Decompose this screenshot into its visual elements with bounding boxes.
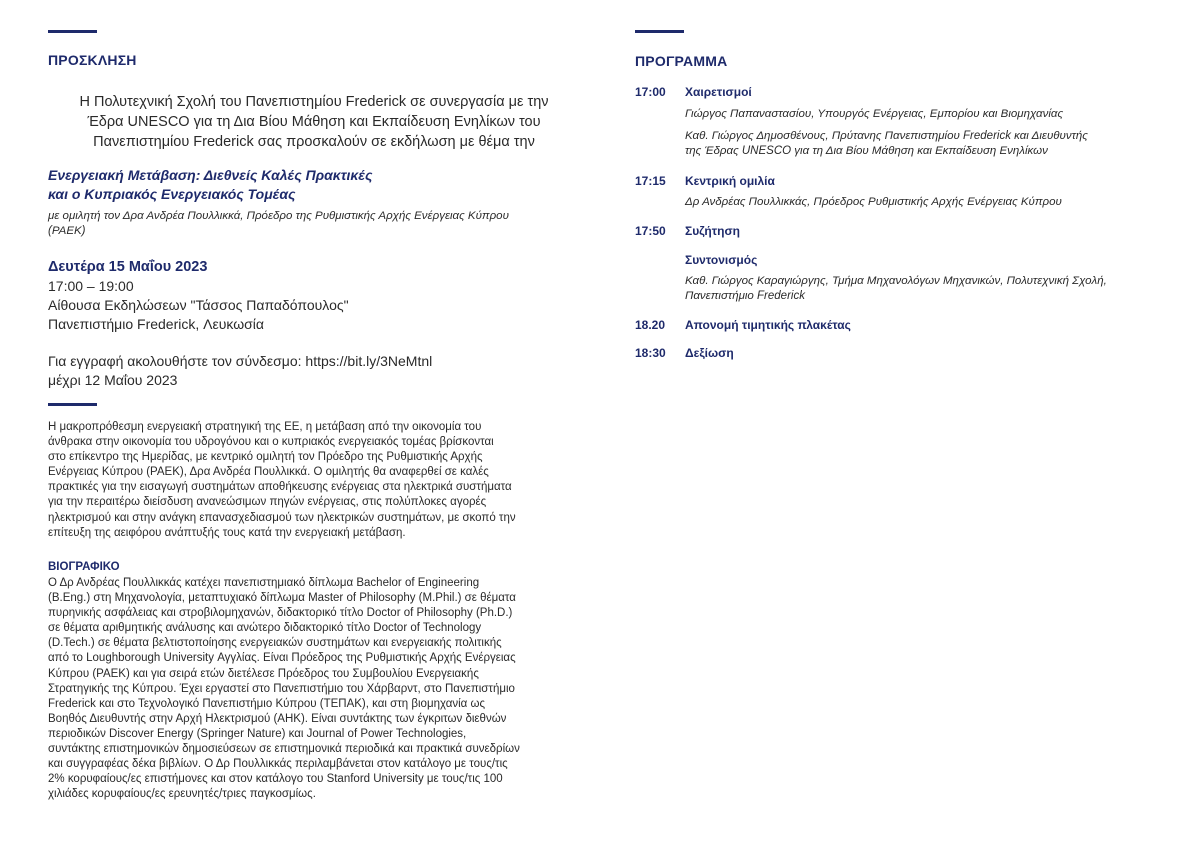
event-title-line: Ενεργειακή Μετάβαση: Διεθνείς Καλές Πρακτικές (48, 167, 373, 183)
programme-label: Δεξίωση (685, 346, 734, 360)
bio-line: περιοδικών Discover Energy (Springer Nature) και Journal of Power Technologies, (48, 727, 467, 740)
intro-line: Έδρα UNESCO για τη Δια Βίου Μάθηση και Εκπαίδευση Ενηλίκων του (87, 114, 541, 130)
programme-time: 17:00 (635, 85, 666, 99)
programme-time: 18:30 (635, 346, 666, 360)
programme-label: Συζήτηση (685, 224, 740, 238)
bio-heading: ΒΙΟΓΡΑΦΙΚΟ (48, 561, 120, 573)
event-venue: Αίθουσα Εκδηλώσεων "Τάσσος Παπαδόπουλος" (48, 297, 349, 313)
programme-time: 17:50 (635, 224, 666, 238)
programme-note: Γιώργος Παπαναστασίου, Υπουργός Ενέργειας, Εμπορίου και Βιομηχανίας (685, 108, 1064, 120)
intro-line: Η Πολυτεχνική Σχολή του Πανεπιστημίου Frederick σε συνεργασία με την (79, 94, 549, 110)
programme-note: Δρ Ανδρέας Πουλλικκάς, Πρόεδρος Ρυθμιστικής Αρχής Ενέργειας Κύπρου (685, 196, 1062, 208)
programme-time: 18.20 (635, 318, 666, 332)
event-date: Δευτέρα 15 Μαΐου 2023 (48, 259, 208, 275)
programme-heading: ΠΡΟΓΡΑΜΜΑ (635, 53, 728, 69)
bio-line: σε θέματα αριθμητικής ανάλυσης και ανώτερο διδακτορικό τίτλο Doctor of Technology (48, 622, 482, 635)
event-time: 17:00 – 19:00 (48, 278, 134, 294)
invitation-heading: ΠΡΟΣΚΛΗΣΗ (48, 52, 137, 68)
event-description (48, 420, 580, 541)
description-line: Η μακροπρόθεσμη ενεργειακή στρατηγική της ΕΕ, η μετάβαση από την οικονομία του (48, 421, 482, 433)
programme-note: Καθ. Γιώργος Δημοσθένους, Πρύτανης Πανεπιστημίου Frederick και Διευθυντής (685, 130, 1088, 142)
bio-line: (D.Tech.) σε θέματα βελτιστοποίησης ενεργειακών συστημάτων και ενεργειακής πολιτικής (48, 637, 502, 650)
programme-time: 17:15 (635, 174, 666, 188)
speaker-line: με ομιλητή τον Δρα Ανδρέα Πουλλικκά, Πρόεδρο της Ρυθμιστικής Αρχής Ενέργειας Κύπρου (48, 210, 509, 222)
speaker-line: (ΡΑΕΚ) (48, 225, 86, 237)
bio-line: Βοηθός Διευθυντής στην Αρχή Ηλεκτρισμού (ΑΗΚ). Είναι συντάκτης των έγκριτων διεθνών (48, 712, 507, 725)
bio-line: (B.Eng.) στη Μηχανολογία, μεταπτυχιακό δίπλωμα Master of Philosophy (M.Phil.) σε θέματα (48, 592, 516, 605)
description-line: για την περαιτέρω διείσδυση ανανεώσιμων πηγών ενέργειας, στις πολύπλοκες αγορές (48, 496, 487, 509)
bio-line: Κύπρου (ΡΑΕΚ) και για σειρά ετών διετέλεσε Πρόεδρος του Συμβουλίου Ενεργειακής (48, 667, 479, 680)
registration-link[interactable]: Για εγγραφή ακολουθήστε τον σύνδεσμο: https://bit.ly/3NeMtnl (48, 353, 433, 369)
speaker-info (48, 209, 580, 239)
bio-line: πυρηνικής ασφάλειας και στροβιλομηχανών, διδακτορικό τίτλο Doctor of Philosophy (Ph.D.) (48, 607, 513, 620)
programme-note: Καθ. Γιώργος Καραγιώργης, Τμήμα Μηχανολόγων Μηχανικών, Πολυτεχνική Σχολή, (685, 275, 1107, 287)
bio-line: από το Loughborough University Αγγλίας. Είναι Πρόεδρος της Ρυθμιστικής Αρχής Ενέργειας (48, 652, 516, 665)
bio-line: Frederick και στο Τεχνολογικό Πανεπιστήμιο Κύπρου (ΤΕΠΑΚ), και στη βιομηχανία ως (48, 697, 486, 710)
description-line: ηλεκτρισμού και στην ανάγκη επανασχεδιασμού των ηλεκτρικών συστημάτων, με σκοπό την (48, 511, 516, 524)
programme-label: Συντονισμός (685, 253, 758, 267)
description-line: πρακτικές για την εισαγωγή συστημάτων αποθήκευσης ενέργειας στα ηλεκτρικά συστήματα (48, 481, 512, 494)
intro-line: Πανεπιστημίου Frederick σας προσκαλούν σε εκδήλωση με θέμα την (93, 134, 535, 150)
registration-deadline: μέχρι 12 Μαΐου 2023 (48, 372, 178, 388)
bio-line: και συγγραφέας δέκα βιβλίων. Ο Δρ Πουλλικκάς περιλαμβάνεται στον κατάλογο με τους/τις (48, 758, 508, 771)
middle-rule (48, 403, 97, 406)
top-rule-left (48, 30, 97, 33)
registration-info (48, 352, 432, 390)
description-line: στο επίκεντρο της Ημερίδας, με κεντρικό ομιλητή τον Πρόεδρο της Ρυθμιστικής Αρχής (48, 451, 483, 464)
programme-label: Απονομή τιμητικής πλακέτας (685, 318, 851, 332)
description-line: άνθρακα στην οικονομία του υδρογόνου και ο κυπριακός ενεργειακός τομέας βρίσκονται (48, 436, 494, 449)
bio-line: χιλιάδες κορυφαίους/ες ερευνητές/τριες παγκοσμίως. (48, 788, 316, 801)
invitation-intro (48, 92, 580, 152)
top-rule-right (635, 30, 684, 33)
event-location: Πανεπιστήμιο Frederick, Λευκωσία (48, 316, 265, 332)
programme-label: Κεντρική ομιλία (685, 174, 775, 188)
event-title-line: και ο Κυπριακός Ενεργειακός Τομέας (48, 186, 296, 202)
event-title (48, 166, 372, 204)
bio-line: Ο Δρ Ανδρέας Πουλλικκάς κατέχει πανεπιστημιακό δίπλωμα Bachelor of Engineering (48, 577, 480, 589)
programme-note: της Έδρας UNESCO για τη Δια Βίου Μάθηση και Εκπαίδευση Ενηλίκων (685, 145, 1048, 157)
description-line: επίτευξη της αειφόρου ανάπτυξής τους κατά την ενεργειακή μετάβαση. (48, 526, 406, 539)
bio-line: συντάκτης επιστημονικών δημοσιεύσεων σε επιστημονικά περιοδικά και πρακτικά συνεδρίων (48, 743, 520, 756)
bio-line: 2% κορυφαίους/ες επιστήμονες και στον κατάλογο του Stanford University με τους/τις 100 (48, 773, 503, 786)
programme-note: Πανεπιστήμιο Frederick (685, 290, 805, 302)
bio-line: Στρατηγικής της Κύπρου. Έχει εργαστεί στο Πανεπιστήμιο του Χάρβαρντ, στο Πανεπιστήμιο (48, 682, 515, 695)
programme-label: Χαιρετισμοί (685, 85, 752, 99)
description-line: Ενέργειας Κύπρου (ΡΑΕΚ), Δρα Ανδρέα Πουλλικκά. Ο ομιλητής θα αναφερθεί σε καλές (48, 466, 489, 479)
bio-text (48, 576, 580, 802)
